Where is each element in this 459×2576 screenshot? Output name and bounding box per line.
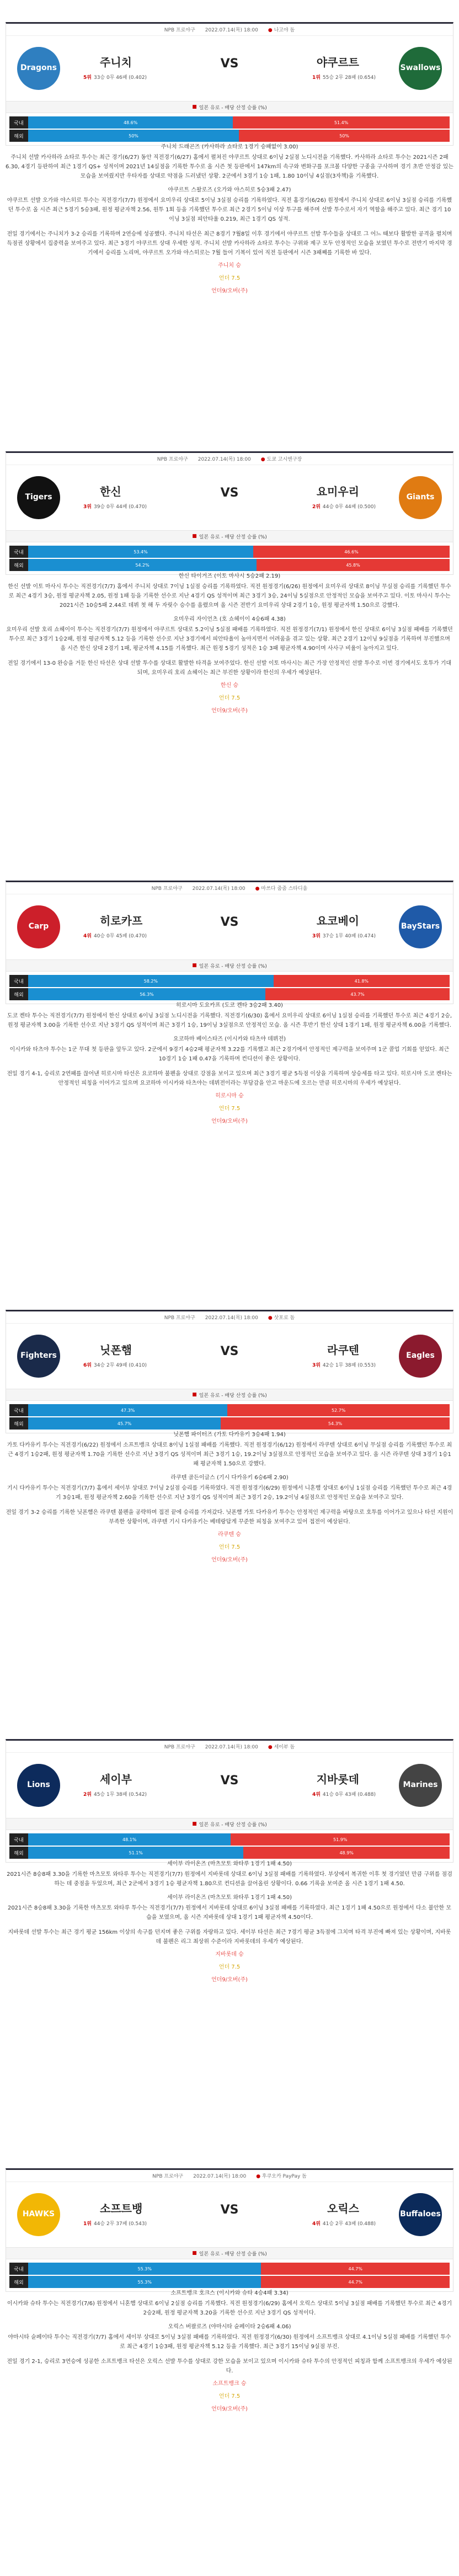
game-section <box>0 429 459 858</box>
home-pitcher-title: 소프트뱅크 호크스 (이시카와 슈타 4승4패 3.34) <box>170 2290 289 2296</box>
away-pitcher-title: 라쿠텐 골든이글스 (기시 다카유키 6승6패 2.90) <box>170 1475 289 1481</box>
away-team <box>260 1330 442 1385</box>
away-team-logo: Giants <box>399 476 442 519</box>
away-pitcher-title: 세이부 라이온즈 (마츠모토 와타루 1경기 1패 4.50) <box>167 1895 292 1901</box>
chart-icon: ■ <box>192 1392 197 1398</box>
teams-row <box>6 1324 453 1389</box>
pick-main: 한신 승 <box>220 682 239 689</box>
home-team <box>17 1330 199 1385</box>
home-team-logo: Dragons <box>17 47 60 90</box>
match-header <box>6 2170 453 2182</box>
home-pitcher-title: 한신 타이거즈 (이토 마사시 5승2패 2.19) <box>178 573 281 579</box>
pick-main: 소프트뱅크 승 <box>212 2381 247 2387</box>
away-team-record: 4위 41승 0무 43패 (0.488) <box>312 1792 376 1798</box>
pick-total: 언더 7.5 <box>218 2393 241 2399</box>
away-win-pct: 43.7% <box>350 991 365 997</box>
away-win-pct: 44.7% <box>348 2266 362 2271</box>
pick-alt: 언더9/오버(주) <box>211 288 248 294</box>
away-win-pct: 41.8% <box>354 978 369 984</box>
vs-label: VS <box>220 2203 239 2217</box>
venue-label: 후쿠오카 PayPay 돔 <box>261 2174 307 2179</box>
away-pitcher-text: 2021시즌 8승8패 3.30을 기록한 마츠모토 와타루 투수는 직전경기(7/7) 원정에서 지바롯데 상대로 6이닝 3실점 패배를 기록하였다. 최근 1경기 1패 4.50으로 원정에서 다소 불안한 모습을 보였으며, 올 시즌 지바롯데 상대 1경기 1패 평균자책 4.50이다. <box>7 1905 452 1921</box>
pick-total: 언더 7.5 <box>218 695 241 701</box>
away-pitcher-text: 기시 다카유키 투수는 직전경기(7/7) 홈에서 세이부 상대로 7이닝 2실점 승리를 기록하였다. 직전 원정경기(6/29) 원정에서 니혼햄 상대로 6이닝 1실점 승리를 기록했던 투수로 최근 4경기 3승1패, 원정 평균자책 2.60을 기록한 선수로 지난 3경기 QS 성적이며 최근 3경기 2승, 19.2이닝 4실점으로 안정적인 모습을 보여주고 있다. <box>7 1485 452 1501</box>
away-win-bar <box>261 2263 450 2275</box>
away-team <box>260 2189 442 2244</box>
odds-track <box>28 2263 450 2275</box>
home-win-pct: 55.3% <box>137 2266 152 2271</box>
away-win-bar <box>233 116 450 129</box>
odds-row <box>9 546 450 558</box>
pick-alt: 언더9/오버(주) <box>211 708 248 714</box>
odds-tab[interactable]: ■ 일본 유로 - 배당 산정 승률 (%) <box>6 2247 453 2259</box>
away-win-pct: 44.7% <box>348 2279 362 2285</box>
venue <box>255 884 308 892</box>
away-team <box>260 901 442 956</box>
away-team-rank: 2위 <box>312 504 321 510</box>
chart-icon: ■ <box>192 104 197 110</box>
chart-icon: ■ <box>192 1821 197 1827</box>
league-label: NPB 프로야구 <box>157 457 188 462</box>
match-header <box>6 1741 453 1753</box>
home-team <box>17 1759 199 1815</box>
match-datetime: 2022.07.14(목) 18:00 <box>193 2174 247 2179</box>
home-win-bar <box>28 2263 261 2275</box>
odds-tab[interactable]: ■ 일본 유로 - 배당 산정 승률 (%) <box>6 101 453 113</box>
away-team-logo: BayStars <box>399 905 442 948</box>
match-summary: 지바롯데 선발 투수는 최근 경기 평균 156km 이상의 속구를 던지며 좋은 구위를 자랑하고 있다. 세이부 타선은 최근 7경기 평균 3득점에 그치며 타격 부진에 빠져 있는 상황이며, 지바롯데 불펜은 리그 최상위 수준이라 지바롯데의 우세가 예상된다. <box>8 1929 451 1945</box>
odds-row-label: 해외 <box>9 2276 28 2288</box>
away-team-name: 요코베이 <box>316 914 359 927</box>
match-summary: 전일 경기에서 13-0 완승을 거둔 한신 타선은 상대 선발 투수를 상대로 활발한 타격을 보여주었다. 한신 선발 이토 마사시는 최근 가장 안정적인 선발 투수로 이번 경기에서도 호투가 기대되며, 요미우리 호리 쇼헤이는 최근 부진한 상황이라 한신의 우세가 예상된다. <box>7 660 452 676</box>
teams-row <box>6 1753 453 1818</box>
odds-row <box>9 1404 450 1416</box>
home-team-record: 3위 39승 0무 44패 (0.470) <box>83 504 147 510</box>
home-team <box>17 901 199 956</box>
home-team-rank: 5위 <box>83 75 92 81</box>
home-team-name: 세이부 <box>100 1773 132 1786</box>
home-team-logo: Lions <box>17 1764 60 1807</box>
home-team-logo: Carp <box>17 905 60 948</box>
home-team-record: 2위 45승 1무 38패 (0.542) <box>83 1792 147 1798</box>
venue-label: 마쓰다 줌줌 스타디움 <box>261 886 308 892</box>
pick-alt: 언더9/오버(주) <box>211 1118 248 1124</box>
odds-row-label: 국내 <box>9 2263 28 2275</box>
match-header <box>6 24 453 36</box>
match-card <box>6 1310 453 1433</box>
analysis-text <box>6 567 453 719</box>
odds-row <box>9 116 450 129</box>
odds-tab[interactable]: ■ 일본 유로 - 배당 산정 승률 (%) <box>6 959 453 972</box>
home-pitcher-title: 히로시마 도요카프 (도코 켄타 3승2패 3.40) <box>176 1002 283 1009</box>
map-pin-icon: ● <box>268 1315 273 1321</box>
away-pitcher-text: 이시카와 타츠야 투수는 1군 무대 첫 등판을 앞두고 있다. 2군에서 9경기 4승2패 평균자책 3.22를 기록했고 최근 2경기에서 안정적인 제구력을 보여주며 1군 콜업 기회를 얻었다. 최근 10경기 1승 1패 0.47을 기록하며 컨디션이 좋은 상황이다. <box>9 1047 450 1062</box>
away-win-pct: 51.4% <box>334 120 349 125</box>
away-team-logo: Swallows <box>399 47 442 90</box>
vs-label: VS <box>220 57 239 71</box>
home-win-bar <box>28 1833 231 1846</box>
home-win-bar <box>28 975 274 987</box>
odds-row-label: 해외 <box>9 130 28 142</box>
odds-row-label: 해외 <box>9 1847 28 1859</box>
away-win-pct: 45.8% <box>346 562 360 568</box>
home-team-record: 1위 44승 2무 37패 (0.543) <box>83 2221 147 2227</box>
away-team <box>260 472 442 527</box>
home-pitcher-text: 이시카와 슈타 투수는 직전경기(7/6) 원정에서 니혼햄 상대로 6이닝 2실점 승리를 기록했다. 직전 원정경기(6/29) 홈에서 오릭스 상대로 5이닝 3실점 패배를 기록했던 투수로 최근 4경기 2승2패, 원정 평균자책 3.20을 기록한 선수로 지난 3경기 QS 성적이다. <box>7 2301 452 2316</box>
away-team <box>260 1759 442 1815</box>
teams-row <box>6 894 453 959</box>
map-pin-icon: ● <box>256 2174 261 2179</box>
home-pitcher-text: 2021시즌 8승8패 3.30을 기록한 마츠모토 와타루 투수는 직전경기(7/7) 원정에서 지바롯데 상대로 6이닝 3실점 패배를 기록하였다. 부상에서 복귀한 이후 첫 경기였던 만큼 구위를 점검하는 데 중점을 두었으며, 최근 2군에서 3경기 1승 평균자책 1.80으로 컨디션을 끌어올린 상황이다. 0.66 기록을 보여준 올 시즌 1경기 1패 4.50. <box>7 1871 452 1887</box>
match-datetime: 2022.07.14(목) 18:00 <box>205 1745 258 1750</box>
odds-track <box>28 1833 450 1846</box>
away-win-bar <box>274 975 450 987</box>
home-win-bar <box>28 546 253 558</box>
match-card <box>6 451 453 575</box>
odds-track <box>28 1404 450 1416</box>
away-team-rank: 4위 <box>312 2221 321 2227</box>
odds-track <box>28 116 450 129</box>
venue-label: 세이부 돔 <box>274 1745 295 1750</box>
away-team-logo: Eagles <box>399 1335 442 1378</box>
vs-label: VS <box>220 1774 239 1788</box>
pick-alt: 언더9/오버(주) <box>211 1977 248 1983</box>
away-win-pct: 50% <box>339 133 349 138</box>
home-team-rank: 1위 <box>83 2221 92 2227</box>
home-win-pct: 48.6% <box>123 120 138 125</box>
match-datetime: 2022.07.14(목) 18:00 <box>192 886 245 892</box>
home-team-rank: 2위 <box>83 1792 92 1798</box>
match-header <box>6 882 453 894</box>
league-label: NPB 프로야구 <box>152 2174 184 2179</box>
away-win-pct: 51.9% <box>333 1837 348 1842</box>
away-win-pct: 48.9% <box>339 1850 354 1855</box>
venue <box>268 26 295 33</box>
odds-row-label: 국내 <box>9 1833 28 1846</box>
home-team <box>17 2189 199 2244</box>
teams-row <box>6 2182 453 2247</box>
home-team-record: 6위 34승 2무 49패 (0.410) <box>83 1363 147 1368</box>
home-win-pct: 55.3% <box>137 2279 152 2285</box>
teams-row <box>6 36 453 101</box>
home-team-logo: Fighters <box>17 1335 60 1378</box>
odds-row <box>9 1833 450 1846</box>
odds-row-label: 국내 <box>9 1404 28 1416</box>
map-pin-icon: ● <box>255 886 260 892</box>
home-team-name: 히로카프 <box>100 914 143 927</box>
odds-row-label: 해외 <box>9 988 28 1000</box>
map-pin-icon: ● <box>268 1745 273 1750</box>
map-pin-icon: ● <box>260 457 265 462</box>
away-team-record: 3위 42승 1무 38패 (0.553) <box>312 1363 376 1368</box>
away-team-record: 3위 37승 1무 40패 (0.474) <box>312 934 376 939</box>
away-team-name: 요미우리 <box>316 485 359 498</box>
league-label: NPB 프로야구 <box>164 1315 195 1321</box>
venue-label: 나고야 돔 <box>274 28 295 33</box>
away-team-name: 오릭스 <box>327 2202 359 2215</box>
venue <box>268 1743 295 1750</box>
pick-main: 히로시마 승 <box>215 1093 244 1099</box>
analysis-text <box>6 1426 453 1568</box>
odds-tab[interactable]: ■ 일본 유로 - 배당 산정 승률 (%) <box>6 1389 453 1401</box>
away-win-pct: 54.3% <box>328 1421 343 1426</box>
home-win-pct: 51.1% <box>129 1850 143 1855</box>
game-section <box>0 858 459 1288</box>
match-datetime: 2022.07.14(목) 18:00 <box>205 28 258 33</box>
vs-label: VS <box>220 915 239 929</box>
match-summary: 전일 경기 2-1, 승리로 3연승에 성공한 소프트뱅크 타선은 오릭스 선발 투수를 상대로 강한 모습을 보이고 있으며 이시카와 슈타 투수의 안정적인 피칭과 함께 소프트뱅크의 우세가 예상된다. <box>7 2359 452 2374</box>
home-win-pct: 47.3% <box>120 1407 135 1413</box>
pick-total: 언더 7.5 <box>218 1964 241 1970</box>
home-team-logo: Tigers <box>17 476 60 519</box>
odds-row-label: 해외 <box>9 559 28 571</box>
away-pitcher-text: 요미우리 선발 호리 쇼헤이이 투수는 직전경기(7/7) 원정에서 야쿠르트 상대로 5.2이닝 5실점 패배를 기록하였다. 직전 원정경기(7/1) 원정에서 한신 상대로 6이닝 3실점 패배를 기록했던 투수로 최근 3경기 1승2패, 원정 평균자책 5.12 등을 기록한 선수로 지난 3경기에서 피안타율이 높아지면서 어려움을 겪고 있는 상황. 최근 2경기 12이닝 9실점을 기록하며 부진했으며 올 시즌 한신 상대 2경기 1패, 평균자책 4.15를 기록했다. 최근 원정 5경기 성적은 1승 3패 평균자책 4.90이며 사사구 비율이 높아지고 있다. <box>6 627 453 652</box>
away-pitcher-title: 요미우리 자이언츠 (호 쇼헤이이 4승6패 4.38) <box>173 616 286 622</box>
pick-alt: 언더9/오버(주) <box>211 2406 248 2412</box>
teams-row <box>6 465 453 530</box>
pick-total: 언더 7.5 <box>218 1106 241 1112</box>
home-team-name: 한신 <box>100 485 121 498</box>
match-header <box>6 1311 453 1324</box>
away-pitcher-text: 야쿠르트 선발 오가와 야스히로 투수는 직전경기(7/7) 원정에서 요미우리 상대로 5이닝 3실점 승리를 기록하였다. 직전 홈경기(6/26) 원정에서 주니치 상대로 6이닝 3실점 승리를 기록했던 투수로 올 시즌 최근 5경기 5승3패, 원정 평균자책 2.56, 원투 1회 등을 기록했던 투수로 최근 2경기 5이닝 이상 투구를 해주며 선발 투수로서 자기 역할을 해주고 있다. 최근 경기 10이닝 3실점 피안타율 0.219, 최근 1경기 QS 성적. <box>7 198 452 222</box>
match-card <box>6 2168 453 2292</box>
game-section <box>0 2146 459 2575</box>
odds-row <box>9 975 450 987</box>
home-pitcher-text: 주니치 선발 카사하라 쇼타로 투수는 최근 경기(6/27) 동안 직전경기(6/27) 홈에서 펼쳐진 야쿠르트 상대로 6이닝 2실점 노디시전을 기록했다. 카사하라 쇼타로 투수는 2021시즌 2패 6.30, 4경기 등판하여 최근 1경기 QS+ 성적이며 2021년 14실점을 기록한 투수로 올 시즌 첫 등판에서 147km의 속구와 변화구를 포크볼 다양한 구종을 구사하며 경기 초반 안정감 있는 모습을 보여줬지만 우타자를 상대로 약점을 드러냈던 상황. 2군에서 3경기 1승 1패, 1.80 10이닝 4실점(3자책)을 기록했다. <box>6 154 453 179</box>
home-win-pct: 53.4% <box>134 549 148 554</box>
away-team-record: 1위 55승 2무 28패 (0.654) <box>312 75 376 81</box>
pick-main: 지바롯데 승 <box>215 1951 244 1958</box>
match-card <box>6 881 453 1004</box>
odds-row-label: 해외 <box>9 1417 28 1430</box>
home-team <box>17 472 199 527</box>
pick-main: 라쿠텐 승 <box>218 1532 241 1538</box>
away-win-bar <box>253 546 450 558</box>
away-team-name: 라쿠텐 <box>327 1343 359 1357</box>
home-win-pct: 56.3% <box>140 991 154 997</box>
vs-label: VS <box>220 486 239 500</box>
match-datetime: 2022.07.14(목) 18:00 <box>205 1315 258 1321</box>
home-win-bar <box>28 116 233 129</box>
home-pitcher-text: 가토 다카유키 투수는 직전경기(6/22) 원정에서 소프트뱅크 상대로 8이닝 1실점 패배를 기록했다. 직전 원정경기(6/12) 원정에서 라쿠텐 상대로 6이닝 무실점 승리를 기록했던 투수로 최근 4경기 1승2패, 원정 평균자책 1.70을 기록한 선수로 지난 3경기 QS 성적이며 최근 3경기 1승, 19.2이닝 3실점으로 안정적인 모습을 보여주고 있다. 올 시즌 라쿠텐 상대 3경기 1승1패 평균자책 1.50으로 강했다. <box>7 1442 452 1467</box>
analysis-text <box>6 996 453 1129</box>
away-team-name: 야쿠르트 <box>316 56 359 69</box>
chart-icon: ■ <box>192 534 197 539</box>
chart-icon: ■ <box>192 2250 197 2256</box>
home-pitcher-title: 주니치 드래곤즈 (카사하라 쇼타로 1경기 승패없이 3.00) <box>161 144 298 150</box>
home-win-bar <box>28 1404 227 1416</box>
game-section <box>0 0 459 429</box>
home-win-pct: 50% <box>129 133 138 138</box>
match-summary: 전일 경기 4-1, 승리로 2연패를 끊어낸 히로시마 타선은 요코하마 불펜을 상대로 강점을 보이고 있으며 최근 3경기 평균 5득점 이상을 기록하며 상승세를 타고 있다. 히로시마 도코 켄타는 안정적인 피칭을 이어가고 있으며 요코하마 이시카와 타츠야는 데뷔전이라는 부담감을 안고 마운드에 오르는 만큼 히로시마의 우세가 예상된다. <box>7 1071 452 1086</box>
odds-row-label: 국내 <box>9 975 28 987</box>
odds-row-label: 국내 <box>9 546 28 558</box>
pick-total: 언더 7.5 <box>218 275 241 281</box>
league-label: NPB 프로야구 <box>164 1745 195 1750</box>
away-win-bar <box>231 1833 450 1846</box>
pick-total: 언더 7.5 <box>218 1544 241 1550</box>
away-win-pct: 52.7% <box>331 1407 346 1413</box>
home-team <box>17 42 199 98</box>
venue-label: 도쿄 고시엔구장 <box>266 457 302 462</box>
away-team-rank: 3위 <box>312 934 321 939</box>
pick-main: 주니치 승 <box>218 263 241 269</box>
chart-icon: ■ <box>192 963 197 968</box>
league-label: NPB 프로야구 <box>151 886 183 892</box>
home-pitcher-text: 도코 켄타 투수는 직전경기(7/7) 원정에서 한신 상대로 6이닝 3실점 노디시전을 기록했다. 직전경기(6/30) 홈에서 요미우리 상대로 6이닝 1실점 승리를 기록했던 투수로 최근 4경기 2승, 원정 평균자책 3.00을 기록한 선수로 지난 3경기 QS 성적이며 최근 3경기 1승, 19이닝 3실점으로 안정적인 모습. 올 시즌 후반기 한신 상대 1경기 1패, 원정 평균자책 6.00을 기록했다. <box>7 1013 452 1028</box>
analysis-text <box>6 2284 453 2417</box>
away-team-rank: 3위 <box>312 1363 321 1368</box>
home-pitcher-title: 닛폰햄 파이터즈 (가토 다카유키 3승4패 1.94) <box>173 1432 286 1438</box>
home-team-name: 주니치 <box>100 56 132 69</box>
home-team-name: 닛폰햄 <box>100 1343 132 1357</box>
match-datetime: 2022.07.14(목) 18:00 <box>198 457 251 462</box>
away-team-logo: Marines <box>399 1764 442 1807</box>
odds-track <box>28 546 450 558</box>
away-team-rank: 1위 <box>312 75 321 81</box>
odds-tab[interactable]: ■ 일본 유로 - 배당 산정 승률 (%) <box>6 530 453 542</box>
home-win-pct: 48.1% <box>122 1837 137 1842</box>
away-team-logo: Buffaloes <box>399 2193 442 2236</box>
odds-row-label: 국내 <box>9 116 28 129</box>
home-team-rank: 4위 <box>83 934 92 939</box>
vs-label: VS <box>220 1345 239 1358</box>
away-win-pct: 46.6% <box>344 549 359 554</box>
odds-tab[interactable]: ■ 일본 유로 - 배당 산정 승률 (%) <box>6 1818 453 1830</box>
venue <box>256 2172 307 2179</box>
away-pitcher-title: 오릭스 버팔로즈 (야마시타 슌페이타 2승6패 4.06) <box>168 2324 291 2330</box>
game-section <box>0 1717 459 2146</box>
game-section <box>0 1288 459 1717</box>
away-team <box>260 42 442 98</box>
away-team-rank: 4위 <box>312 1792 321 1798</box>
match-summary: 전일 경기 3-2 승리를 기록한 닛폰햄은 라쿠텐 불펜을 공략하며 접전 끝에 승리를 가져갔다. 닛폰햄 가토 다카유키 투수는 안정적인 제구력을 바탕으로 호투를 이어가고 있으나 타선 지원이 부족한 상황이며, 라쿠텐 기시 다카유키는 베테랑답게 꾸준한 피칭을 보여주고 있어 접전이 예상된다. <box>6 1510 453 1525</box>
home-team-name: 소프트뱅 <box>100 2202 143 2215</box>
away-team-record: 2위 44승 0무 44패 (0.500) <box>312 504 376 510</box>
match-card <box>6 1739 453 1863</box>
away-team-record: 4위 41승 2무 43패 (0.488) <box>312 2221 376 2227</box>
home-team-rank: 6위 <box>83 1363 92 1368</box>
home-win-pct: 54.2% <box>135 562 150 568</box>
venue <box>261 455 302 462</box>
away-pitcher-text: 야마시타 슌페이타 투수는 직전경기(7/7) 홈에서 세이부 상대로 5이닝 3실점 패배를 기록하였다. 직전 원정경기(6/30) 원정에서 소프트뱅크 상대로 4.1이닝 5실점 패배를 기록했던 투수로 최근 4경기 1승3패, 원정 평균자책 5.12 등을 기록했다. 최근 3경기 15이닝 9실점 부진. <box>8 2334 451 2350</box>
match-header <box>6 453 453 465</box>
home-team-rank: 3위 <box>83 504 92 510</box>
home-team-record: 5위 33승 0무 46패 (0.402) <box>83 75 147 81</box>
odds-row <box>9 2263 450 2275</box>
away-pitcher-title: 야쿠르트 스왈로즈 (오가와 야스히로 5승3패 2.47) <box>168 187 291 193</box>
league-label: NPB 프로야구 <box>164 28 195 33</box>
away-team-name: 지바롯데 <box>316 1773 359 1786</box>
venue <box>268 1314 295 1321</box>
match-card <box>6 22 453 146</box>
home-team-record: 4위 40승 0무 45패 (0.470) <box>83 934 147 939</box>
away-pitcher-title: 요코하마 베이스타즈 (이시카와 타츠야 데뷔전) <box>173 1036 286 1042</box>
home-win-pct: 58.2% <box>143 978 158 984</box>
match-summary: 전일 경기에서는 주니치가 3-2 승리를 기록하며 2연승에 성공했다. 주니치 타선은 최근 8경기 7월8일 이후 경기에서 야쿠르트 선발 투수들을 상대로 그 어느 때보다 활발한 공격을 펼치며 득점권 상황에서 집중력을 보여주고 있다. 최근 3경기 야쿠르트 상대 우세한 성적. 주니치 선발 카사하라 쇼타로 투수는 구위와 제구 모두 안정적인 모습을 보였던 투수로 전반기 마지막 경기에서 승리를 노리며, 야쿠르트 오가와 야스히로는 7월 들어 기복이 있어 직전 등판에서 시즌 3패째를 기록한 바 있다. <box>7 231 452 256</box>
analysis-text <box>6 1855 453 1988</box>
home-team-logo: HAWKS <box>17 2193 60 2236</box>
home-win-pct: 45.7% <box>117 1421 132 1426</box>
away-win-bar <box>227 1404 450 1416</box>
home-pitcher-text: 한신 선발 이토 마사시 투수는 직전경기(7/7) 홈에서 주니치 상대로 7이닝 1실점 승리를 기록하였다. 직전 원정경기(6/26) 원정에서 요미우리 상대로 8이닝 무실점 승리를 기록했던 투수로 최근 4경기 3승, 원정 평균자책 2.05, 원정 1패 등을 기록한 선수로 지난 4경기 QS 성적이며 최근 3경기 3승, 24이닝 5실점으로 안정적인 모습을 보여주고 있다. 이토 마사시 투수는 2021시즌 10승5패 2.44로 데뷔 첫 해 두 자릿수 승수를 올렸으며 올 시즌 전반기 요미우리 상대 2경기 1승, 원정 평균자책 1.50으로 강했다. <box>8 584 451 609</box>
pick-alt: 언더9/오버(주) <box>211 1557 248 1563</box>
analysis-text <box>6 138 453 299</box>
map-pin-icon: ● <box>268 28 273 33</box>
odds-track <box>28 975 450 987</box>
venue-label: 삿포로 돔 <box>274 1315 295 1321</box>
home-pitcher-title: 세이부 라이온즈 (마츠모토 와타루 1경기 1패 4.50) <box>167 1861 292 1867</box>
